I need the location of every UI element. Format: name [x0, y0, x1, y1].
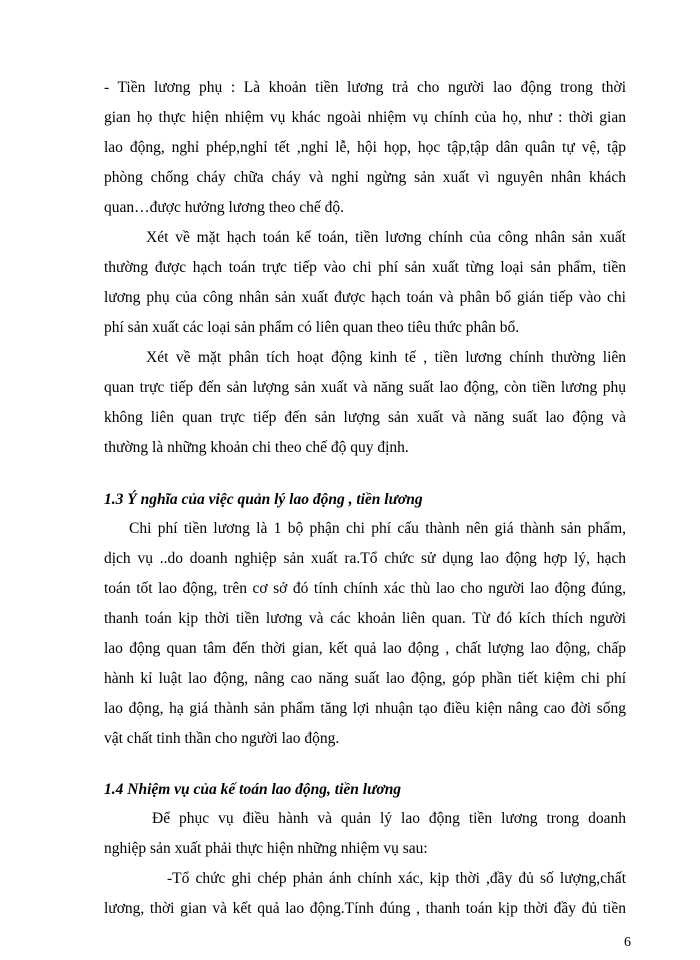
- paragraph-line: lương, thời gian và kết quả lao động.Tính đúng , thanh toán kịp thời đầy đủ tiền: [104, 900, 626, 917]
- paragraph-line: phòng chống cháy chữa cháy và nghỉ ngừng sản xuất vì nguyên nhân khách: [104, 169, 626, 186]
- paragraph-line: Để phục vụ điều hành và quản lý lao động tiền lương trong doanh: [152, 810, 626, 827]
- section-heading-1-3: 1.3 Ý nghĩa của việc quản lý lao động , tiền lương: [104, 491, 423, 508]
- paragraph-line: hành kỉ luật lao động, nâng cao năng suất lao động, góp phần tiết kiệm chi phí: [104, 670, 626, 687]
- paragraph-line: thanh toán kịp thời tiền lương và các khoản liên quan. Từ đó kích thích người: [104, 610, 626, 627]
- paragraph-line: phí sản xuất các loại sản phẩm có liên quan theo tiêu thức phân bổ.: [104, 319, 520, 336]
- paragraph-line: lao động quan tâm đến thời gian, kết quả lao động , chất lượng lao động, chấp: [104, 640, 626, 657]
- paragraph-line: Xét về mặt phân tích hoạt động kinh tế , tiền lương chính thường liên: [146, 349, 626, 366]
- paragraph-line: không liên quan trực tiếp đến sản lượng sản xuất và năng suất lao động và: [104, 409, 626, 426]
- paragraph-line: Xét về mặt hạch toán kế toán, tiền lương chính của công nhân sản xuất: [146, 229, 626, 246]
- paragraph-line: lao động, hạ giá thành sản phẩm tăng lợi nhuận tạo điều kiện nâng cao đời sống: [104, 700, 626, 717]
- paragraph-line: quan trực tiếp đến sản lượng sản xuất và năng suất lao động, còn tiền lương phụ: [104, 379, 626, 396]
- paragraph-line: vật chất tinh thần cho người lao động.: [104, 730, 340, 747]
- paragraph-line: lương phụ của công nhân sản xuất được hạch toán và phân bổ gián tiếp vào chi: [104, 289, 626, 306]
- paragraph-line: -Tổ chức ghi chép phản ánh chính xác, kịp thời ,đầy đủ số lượng,chất: [167, 870, 626, 887]
- paragraph-line: quan…được hưởng lương theo chế độ.: [104, 199, 345, 216]
- paragraph-line: dịch vụ ..do doanh nghiệp sản xuất ra.Tổ chức sử dụng lao động hợp lý, hạch: [104, 550, 626, 567]
- paragraph-line: thường được hạch toán trực tiếp vào chi phí sản xuất từng loại sản phẩm, tiền: [104, 259, 626, 276]
- paragraph-line: nghiệp sản xuất phải thực hiện những nhiệm vụ sau:: [104, 840, 428, 857]
- section-heading-1-4: 1.4 Nhiệm vụ của kế toán lao động, tiền lương: [104, 781, 402, 798]
- paragraph-line: gian họ thực hiện nhiệm vụ khác ngoài nhiệm vụ chính của họ, như : thời gian: [104, 109, 626, 126]
- paragraph-line: lao động, nghỉ phép,nghỉ tết ,nghỉ lễ, hội họp, học tập,tập dân quân tự vệ, tập: [104, 139, 626, 156]
- page-number: 6: [624, 935, 631, 950]
- paragraph-line: - Tiền lương phụ : Là khoản tiền lương trả cho người lao động trong thời: [104, 79, 626, 96]
- paragraph-line: toán tốt lao động, trên cơ sở đó tính chính xác thù lao cho người lao động đúng,: [104, 580, 626, 597]
- paragraph-line: Chi phí tiền lương là 1 bộ phận chi phí cấu thành nên giá thành sản phẩm,: [129, 520, 626, 537]
- paragraph-line: thường là những khoản chi theo chế độ quy định.: [104, 439, 409, 456]
